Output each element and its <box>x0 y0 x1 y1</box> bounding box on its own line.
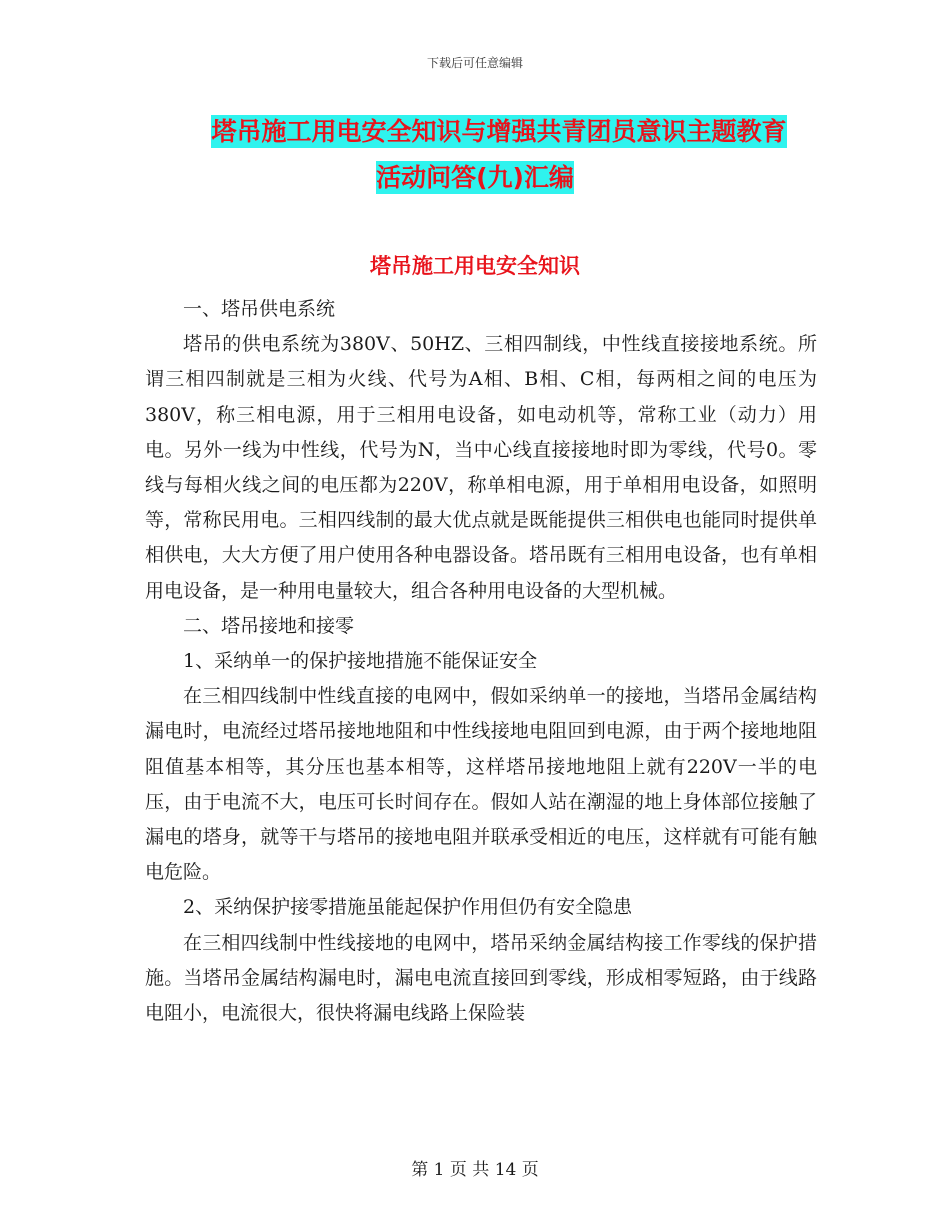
header-note: 下载后可任意编辑 <box>426 56 523 70</box>
document-title-line-2 <box>0 158 950 194</box>
document-title-line-1 <box>24 112 950 148</box>
document-body <box>145 292 817 1031</box>
subheading-1: 1、采纳单一的保护接地措施不能保证安全 <box>183 650 538 673</box>
subheading-2: 2、采纳保护接零措施虽能起保护作用但仍有安全隐患 <box>183 896 633 919</box>
heading-power-supply-system: 一、塔吊供电系统 <box>183 298 336 320</box>
title-highlight: 塔吊施工用电安全知识与增强共青团员意识主题教育 <box>211 117 787 146</box>
paragraph-neutral-connection: 在三相四线制中性线接地的电网中，塔吊采纳金属结构接工作零线的保护措施。当塔吊金属结构漏电时，漏电电流直接回到零线，形成相零短路，由于线路电阻小，电流很大，很快将漏电线路上保险装 <box>145 931 817 1025</box>
heading-grounding: 二、塔吊接地和接零 <box>183 614 355 637</box>
page-footer: 第 1 页 共 14 页 <box>411 1160 539 1180</box>
title-highlight: 活动问答(九)汇编 <box>376 163 574 192</box>
paragraph-grounding: 在三相四线制中性线直接的电网中，假如采纳单一的接地，当塔吊金属结构漏电时，电流经过塔吊接地地阻和中性线接地电阻回到电源，由于两个接地地阻阻值基本相等，其分压也基本相等，这样塔吊接地地阻上就有220V一半的电压，由于电流不大，电压可长时间存在。假如人站在潮湿的地上身体部位接触了漏电的塔身，就等干与塔吊的接地电阻并联承受相近的电压，这样就有可能有触电危险。 <box>145 685 817 884</box>
paragraph-power-supply: 塔吊的供电系统为380V、50HZ、三相四制线，中性线直接接地系统。所谓三相四制就是三相为火线、代号为A相、B相、C相，每两相之间的电压为380V，称三相电源，用于三相用电设备，如电动机等，常称工业（动力）用电。另外一线为中性线，代号为N，当中心线直接接地时即为零线，代号0。零线与每相火线之间的电压都为220V，称单相电源，用于单相用电设备，如照明等，常称民用电。三相四线制的最大优点就是既能提供三相供电也能同时提供单相供电，大大方便了用户使用各种电器设备。塔吊既有三相用电设备，也有单相用电设备，是一种用电量较大，组合各种用电设备的大型机械。 <box>145 333 817 602</box>
section-heading: 塔吊施工用电安全知识 <box>370 254 580 278</box>
